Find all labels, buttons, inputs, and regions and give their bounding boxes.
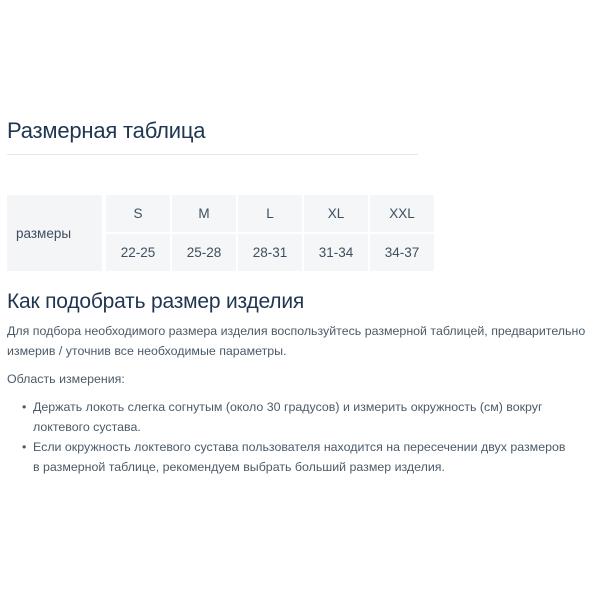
size-letter-cell: XXL xyxy=(368,195,434,234)
howto-title: Как подобрать размер изделия xyxy=(7,290,305,313)
size-range-cell: 22-25 xyxy=(104,234,170,271)
bullet-icon: • xyxy=(22,440,27,454)
size-letter-cell: S xyxy=(104,195,170,234)
measurement-area-label: Область измерения: xyxy=(7,372,125,386)
list-item xyxy=(7,397,567,437)
size-letter-cell: XL xyxy=(302,195,368,234)
size-range-cell: 31-34 xyxy=(302,234,368,271)
size-range-cell: 25-28 xyxy=(170,234,236,271)
measurement-instructions-list xyxy=(7,397,567,477)
list-item xyxy=(7,437,567,477)
bullet-icon: • xyxy=(22,400,27,414)
size-row-header: размеры xyxy=(7,195,104,271)
title-divider xyxy=(7,154,418,155)
size-table xyxy=(7,195,434,271)
howto-intro-text: Для подбора необходимого размера изделия воспользуйтесь размерной таблицей, предварительно измерив / уточнив все необходимые параметры. xyxy=(7,324,586,358)
instruction-text: Если окружность локтевого сустава пользователя находится на пересечении двух размеров в размерной таблице, рекомендуем выбрать больший размер изделия. xyxy=(33,440,566,474)
size-letters-row xyxy=(7,195,434,234)
size-range-cell: 34-37 xyxy=(368,234,434,271)
size-letter-cell: L xyxy=(236,195,302,234)
instruction-text: Держать локоть слегка согнутым (около 30 градусов) и измерить окружность (см) вокруг локтевого сустава. xyxy=(33,400,543,434)
size-letter-cell: M xyxy=(170,195,236,234)
size-table-title: Размерная таблица xyxy=(7,118,206,143)
size-range-cell: 28-31 xyxy=(236,234,302,271)
